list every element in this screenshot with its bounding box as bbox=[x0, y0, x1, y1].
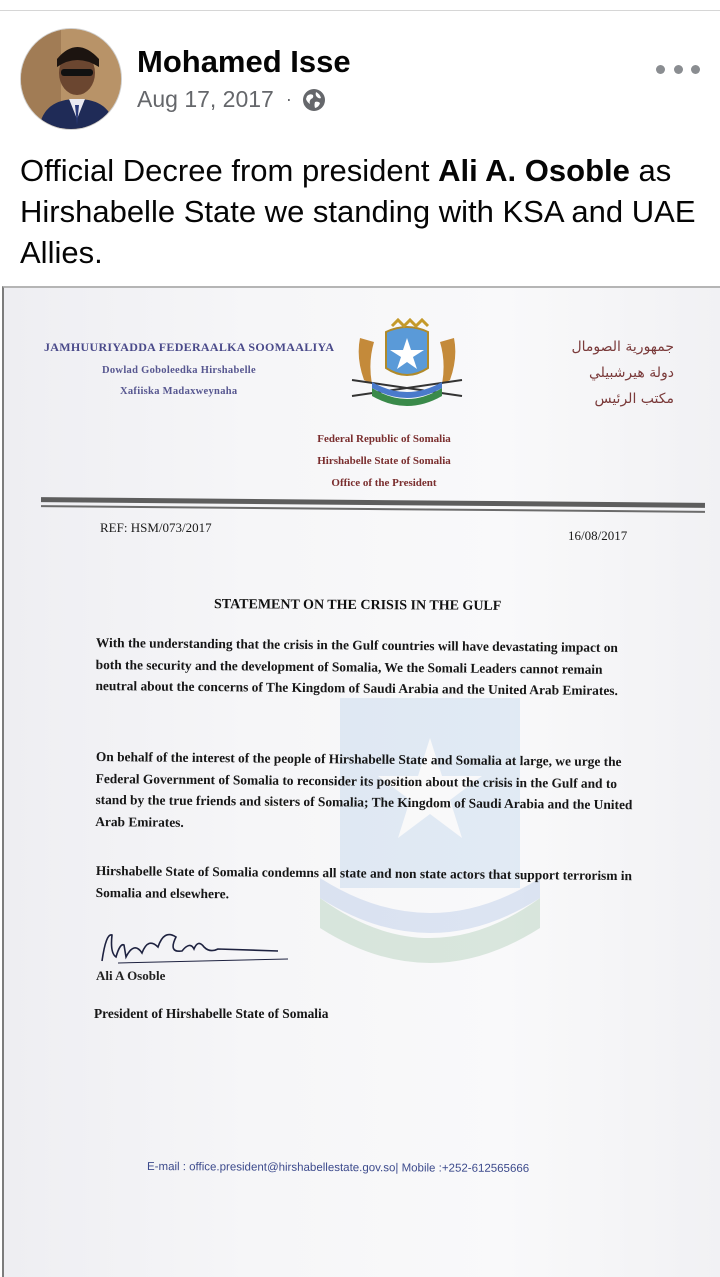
letterhead-center-line1: Federal Republic of Somalia bbox=[317, 433, 451, 445]
more-dot bbox=[691, 65, 700, 74]
signer-title: President of Hirshabelle State of Somalia bbox=[94, 1006, 329, 1021]
signer-name: Ali A Osoble bbox=[96, 968, 166, 983]
handwritten-signature bbox=[98, 923, 298, 973]
more-dot bbox=[674, 65, 683, 74]
statement-paragraph-2: On behalf of the interest of the people of Hirshabelle State and Somalia at large, we urge the Federal Government of Somalia to reconsider its position about the crisis in the Gulf and to stand by the true friends and sisters of Somalia; The Kingdom of Saudi Arabia and the United Arab Emirates. bbox=[95, 748, 633, 830]
statement-paragraph-3: Hirshabelle State of Somalia condemns all state and non state actors that support terrorism in Somalia and elsewhere. bbox=[95, 862, 633, 901]
caption-text-end: as Hirshabelle State we standing with KSA and UAE Allies. bbox=[20, 153, 696, 270]
more-dot bbox=[656, 65, 665, 74]
letterhead-right-line1: جمهورية الصومال bbox=[571, 339, 674, 355]
letterhead-left-line1: JAMHUURIYADDA FEDERAALKA SOOMAALIYA bbox=[44, 340, 335, 354]
avatar-photo bbox=[21, 29, 121, 129]
somalia-coat-of-arms-icon bbox=[342, 318, 472, 418]
post-caption bbox=[20, 150, 700, 273]
globe-icon[interactable] bbox=[302, 88, 326, 112]
statement-paragraph-1: With the understanding that the crisis in the Gulf countries will have devastating impact on both the security and the development of Somalia, We the Somali Leaders cannot remain neutral about the concerns of The Kingdom of Saudi Arabia and the United Arab Emirates. bbox=[95, 634, 618, 699]
post-photo[interactable] bbox=[2, 286, 720, 1277]
letterhead-center-line3: Office of the President bbox=[331, 477, 437, 489]
letterhead-right-arabic bbox=[544, 334, 674, 412]
letterhead-right-line3: مكتب الرئيس bbox=[594, 391, 674, 407]
letterhead-center bbox=[294, 428, 474, 494]
letterhead-left-line3: Xafiiska Madaxweynaha bbox=[120, 386, 238, 397]
meta-separator: · bbox=[285, 89, 292, 109]
letterhead-left-line2: Dowlad Goboleedka Hirshabelle bbox=[102, 365, 256, 376]
post-date[interactable]: Aug 17, 2017 bbox=[137, 86, 274, 112]
decree-document bbox=[4, 288, 720, 1277]
statement-title: STATEMENT ON THE CRISIS IN THE GULF bbox=[213, 597, 502, 614]
caption-bold-name: Ali A. Osoble bbox=[438, 153, 630, 188]
reference-number: REF: HSM/073/2017 bbox=[100, 520, 212, 535]
more-options-button[interactable] bbox=[656, 54, 700, 84]
avatar[interactable] bbox=[20, 28, 122, 130]
document-date: 16/08/2017 bbox=[568, 528, 628, 543]
document-footer-contact: E-mail : office.president@hirshabellestate.gov.so| Mobile :+252-612565666 bbox=[146, 1160, 530, 1176]
post-meta bbox=[137, 86, 326, 113]
top-divider bbox=[0, 0, 720, 11]
caption-text-start: Official Decree from president bbox=[20, 153, 439, 188]
letterhead-right-line2: دولة هيرشبيلي bbox=[588, 365, 674, 381]
author-name[interactable]: Mohamed Isse bbox=[137, 44, 351, 79]
letterhead-center-line2: Hirshabelle State of Somalia bbox=[317, 455, 451, 467]
letterhead-left bbox=[44, 340, 344, 397]
